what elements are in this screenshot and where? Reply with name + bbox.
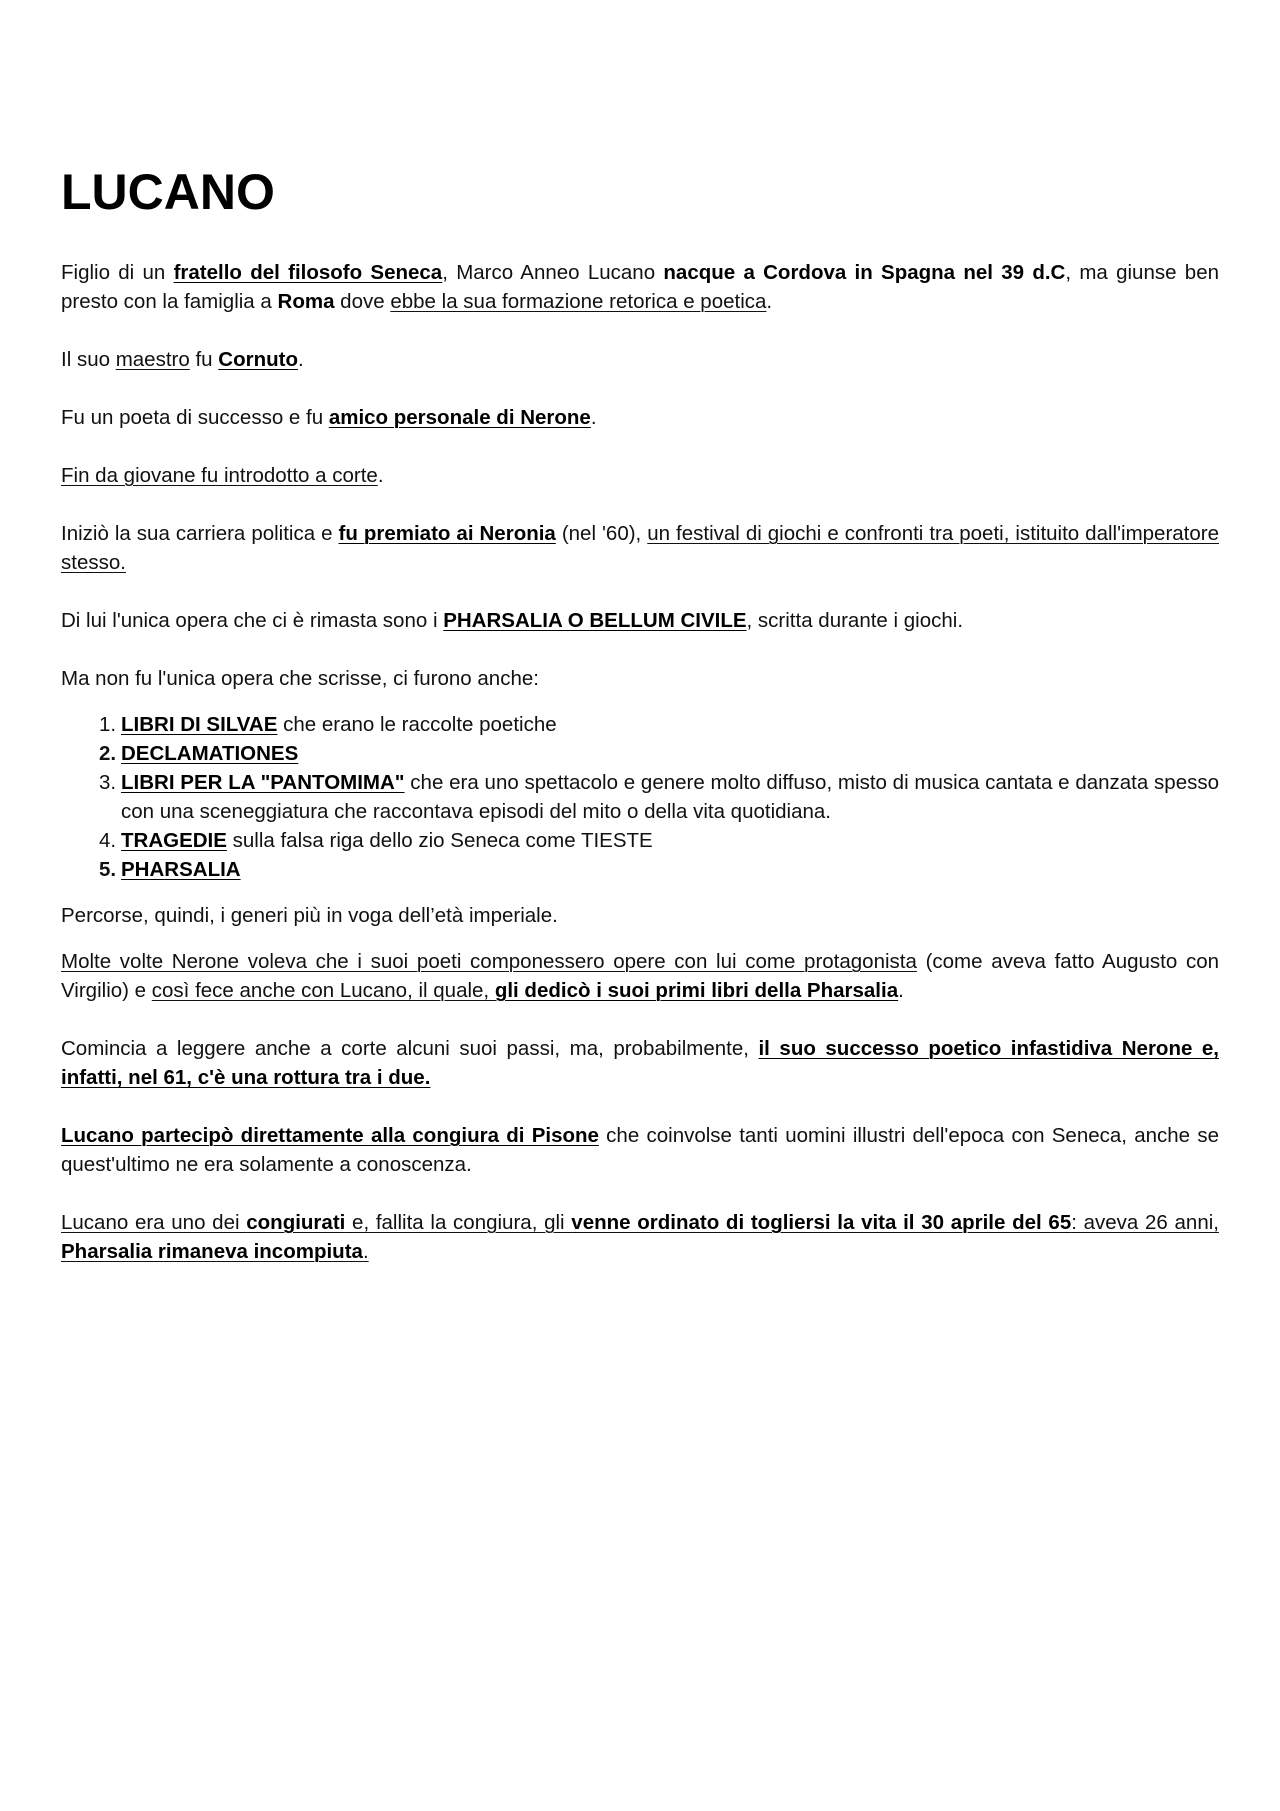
text-bold-underlined: Cornuto	[218, 348, 298, 371]
text: , ma giunse ben presto con la famiglia a	[61, 261, 1219, 313]
text-bold-underlined: amico personale di Nerone	[328, 406, 591, 429]
text: e, fallita la congiura, gli	[345, 1211, 572, 1234]
paragraph-court	[61, 461, 1219, 490]
text: fu	[189, 348, 219, 371]
text: Figlio di un	[61, 261, 174, 284]
works-list	[61, 710, 1219, 884]
text: .	[766, 290, 773, 313]
list-item-title: DECLAMATIONES	[121, 742, 299, 765]
list-number: 5.	[99, 858, 117, 881]
text-underlined: così fece anche con Lucano, il quale,	[151, 979, 495, 1002]
text-bold-underlined: fratello del filosofo Seneca	[173, 261, 443, 284]
list-item	[99, 710, 1219, 739]
text-bold-underlined: Lucano partecipò direttamente alla congiura di Pisone	[61, 1124, 599, 1147]
list-item-title: TRAGEDIE	[121, 829, 227, 852]
text: Il suo	[61, 348, 116, 371]
text-bold: Roma	[277, 290, 335, 313]
text: Di lui l'unica opera che ci è rimasta sono i	[61, 609, 444, 632]
list-item	[99, 768, 1220, 826]
text-underlined: maestro	[115, 348, 190, 371]
text: Lucano era uno dei	[61, 1211, 247, 1234]
paragraph-teacher	[61, 345, 1219, 374]
paragraph-genres: Percorse, quindi, i generi più in voga dell’età imperiale.	[61, 904, 558, 927]
text-underlined: Fin da giovane fu introdotto a corte	[61, 464, 378, 487]
text-underlined	[61, 1211, 1219, 1263]
text: che coinvolse tanti uomini illustri dell'epoca con Seneca, anche se quest'ultimo ne era solamente a conoscenza.	[61, 1124, 1219, 1176]
list-item	[99, 739, 1219, 768]
text: : aveva 26 anni,	[1071, 1211, 1219, 1234]
text-bold: congiurati	[246, 1211, 346, 1234]
page-title: LUCANO	[61, 164, 275, 220]
text-bold-underlined: il suo successo poetico infastidiva Nerone e, infatti, nel 61, c'è una rottura tra i due.	[61, 1037, 1219, 1089]
text: Iniziò la sua carriera politica e	[61, 522, 339, 545]
text-bold: venne ordinato di togliersi la vita il 30 aprile del 65	[571, 1211, 1072, 1234]
text: (come aveva fatto Augusto con Virgilio) e	[61, 950, 1219, 1002]
list-item	[99, 826, 1219, 855]
text: , scritta durante i giochi.	[746, 609, 964, 632]
document-page	[61, 160, 1219, 1295]
paragraph-rupture	[61, 1034, 1219, 1092]
list-number: 2.	[99, 742, 117, 765]
list-item-title: LIBRI PER LA "PANTOMIMA"	[121, 771, 405, 794]
text-bold-underlined: gli dedicò i suoi primi libri della Pharsalia	[494, 979, 899, 1002]
paragraph-career	[61, 519, 1219, 577]
list-item	[99, 855, 1219, 884]
list-number: 3.	[99, 771, 117, 794]
list-number: 1.	[99, 713, 117, 736]
text: .	[297, 348, 304, 371]
text: (nel '60),	[555, 522, 648, 545]
list-item-text: che era uno spettacolo e genere molto diffuso, misto di musica cantata e danzata spesso con una sceneggiatura che raccontava episodi del mito o della vita quotidiana.	[121, 771, 1220, 823]
text: .	[898, 979, 904, 1002]
text-bold-underlined: fu premiato ai Neronia	[338, 522, 556, 545]
text: .	[362, 1240, 369, 1263]
text: Fu un poeta di successo e fu	[61, 406, 329, 429]
text-underlined: Molte volte Nerone voleva che i suoi poeti componessero opere con lui come protagonista	[61, 950, 917, 973]
text-bold-underlined: PHARSALIA O BELLUM CIVILE	[443, 609, 747, 632]
paragraph-death	[61, 1208, 1219, 1266]
list-item-title: LIBRI DI SILVAE	[121, 713, 278, 736]
list-item-text: sulla falsa riga dello zio Seneca come TIESTE	[226, 829, 653, 852]
text: , Marco Anneo Lucano	[442, 261, 664, 284]
paragraph-other-works: Ma non fu l'unica opera che scrisse, ci furono anche:	[61, 667, 539, 690]
text-underlined: un festival di giochi e confronti tra poeti, istituito dall'imperatore stesso.	[61, 522, 1219, 574]
paragraph-nero-poets	[61, 947, 1219, 1005]
paragraph-work	[61, 606, 1219, 635]
paragraph-origins	[61, 258, 1219, 316]
list-number: 4.	[99, 829, 117, 852]
list-item-title: PHARSALIA	[121, 858, 241, 881]
text-bold: Pharsalia rimaneva incompiuta	[61, 1240, 363, 1263]
paragraph-friend	[61, 403, 1219, 432]
list-item-text: che erano le raccolte poetiche	[277, 713, 557, 736]
text: Comincia a leggere anche a corte alcuni suoi passi, ma, probabilmente,	[61, 1037, 759, 1060]
text-underlined: ebbe la sua formazione retorica e poetica	[390, 290, 767, 313]
text-bold: nacque a Cordova in Spagna nel 39 d.C	[663, 261, 1066, 284]
text: dove	[334, 290, 391, 313]
text: .	[377, 464, 384, 487]
paragraph-conspiracy	[61, 1121, 1219, 1179]
text: .	[590, 406, 597, 429]
